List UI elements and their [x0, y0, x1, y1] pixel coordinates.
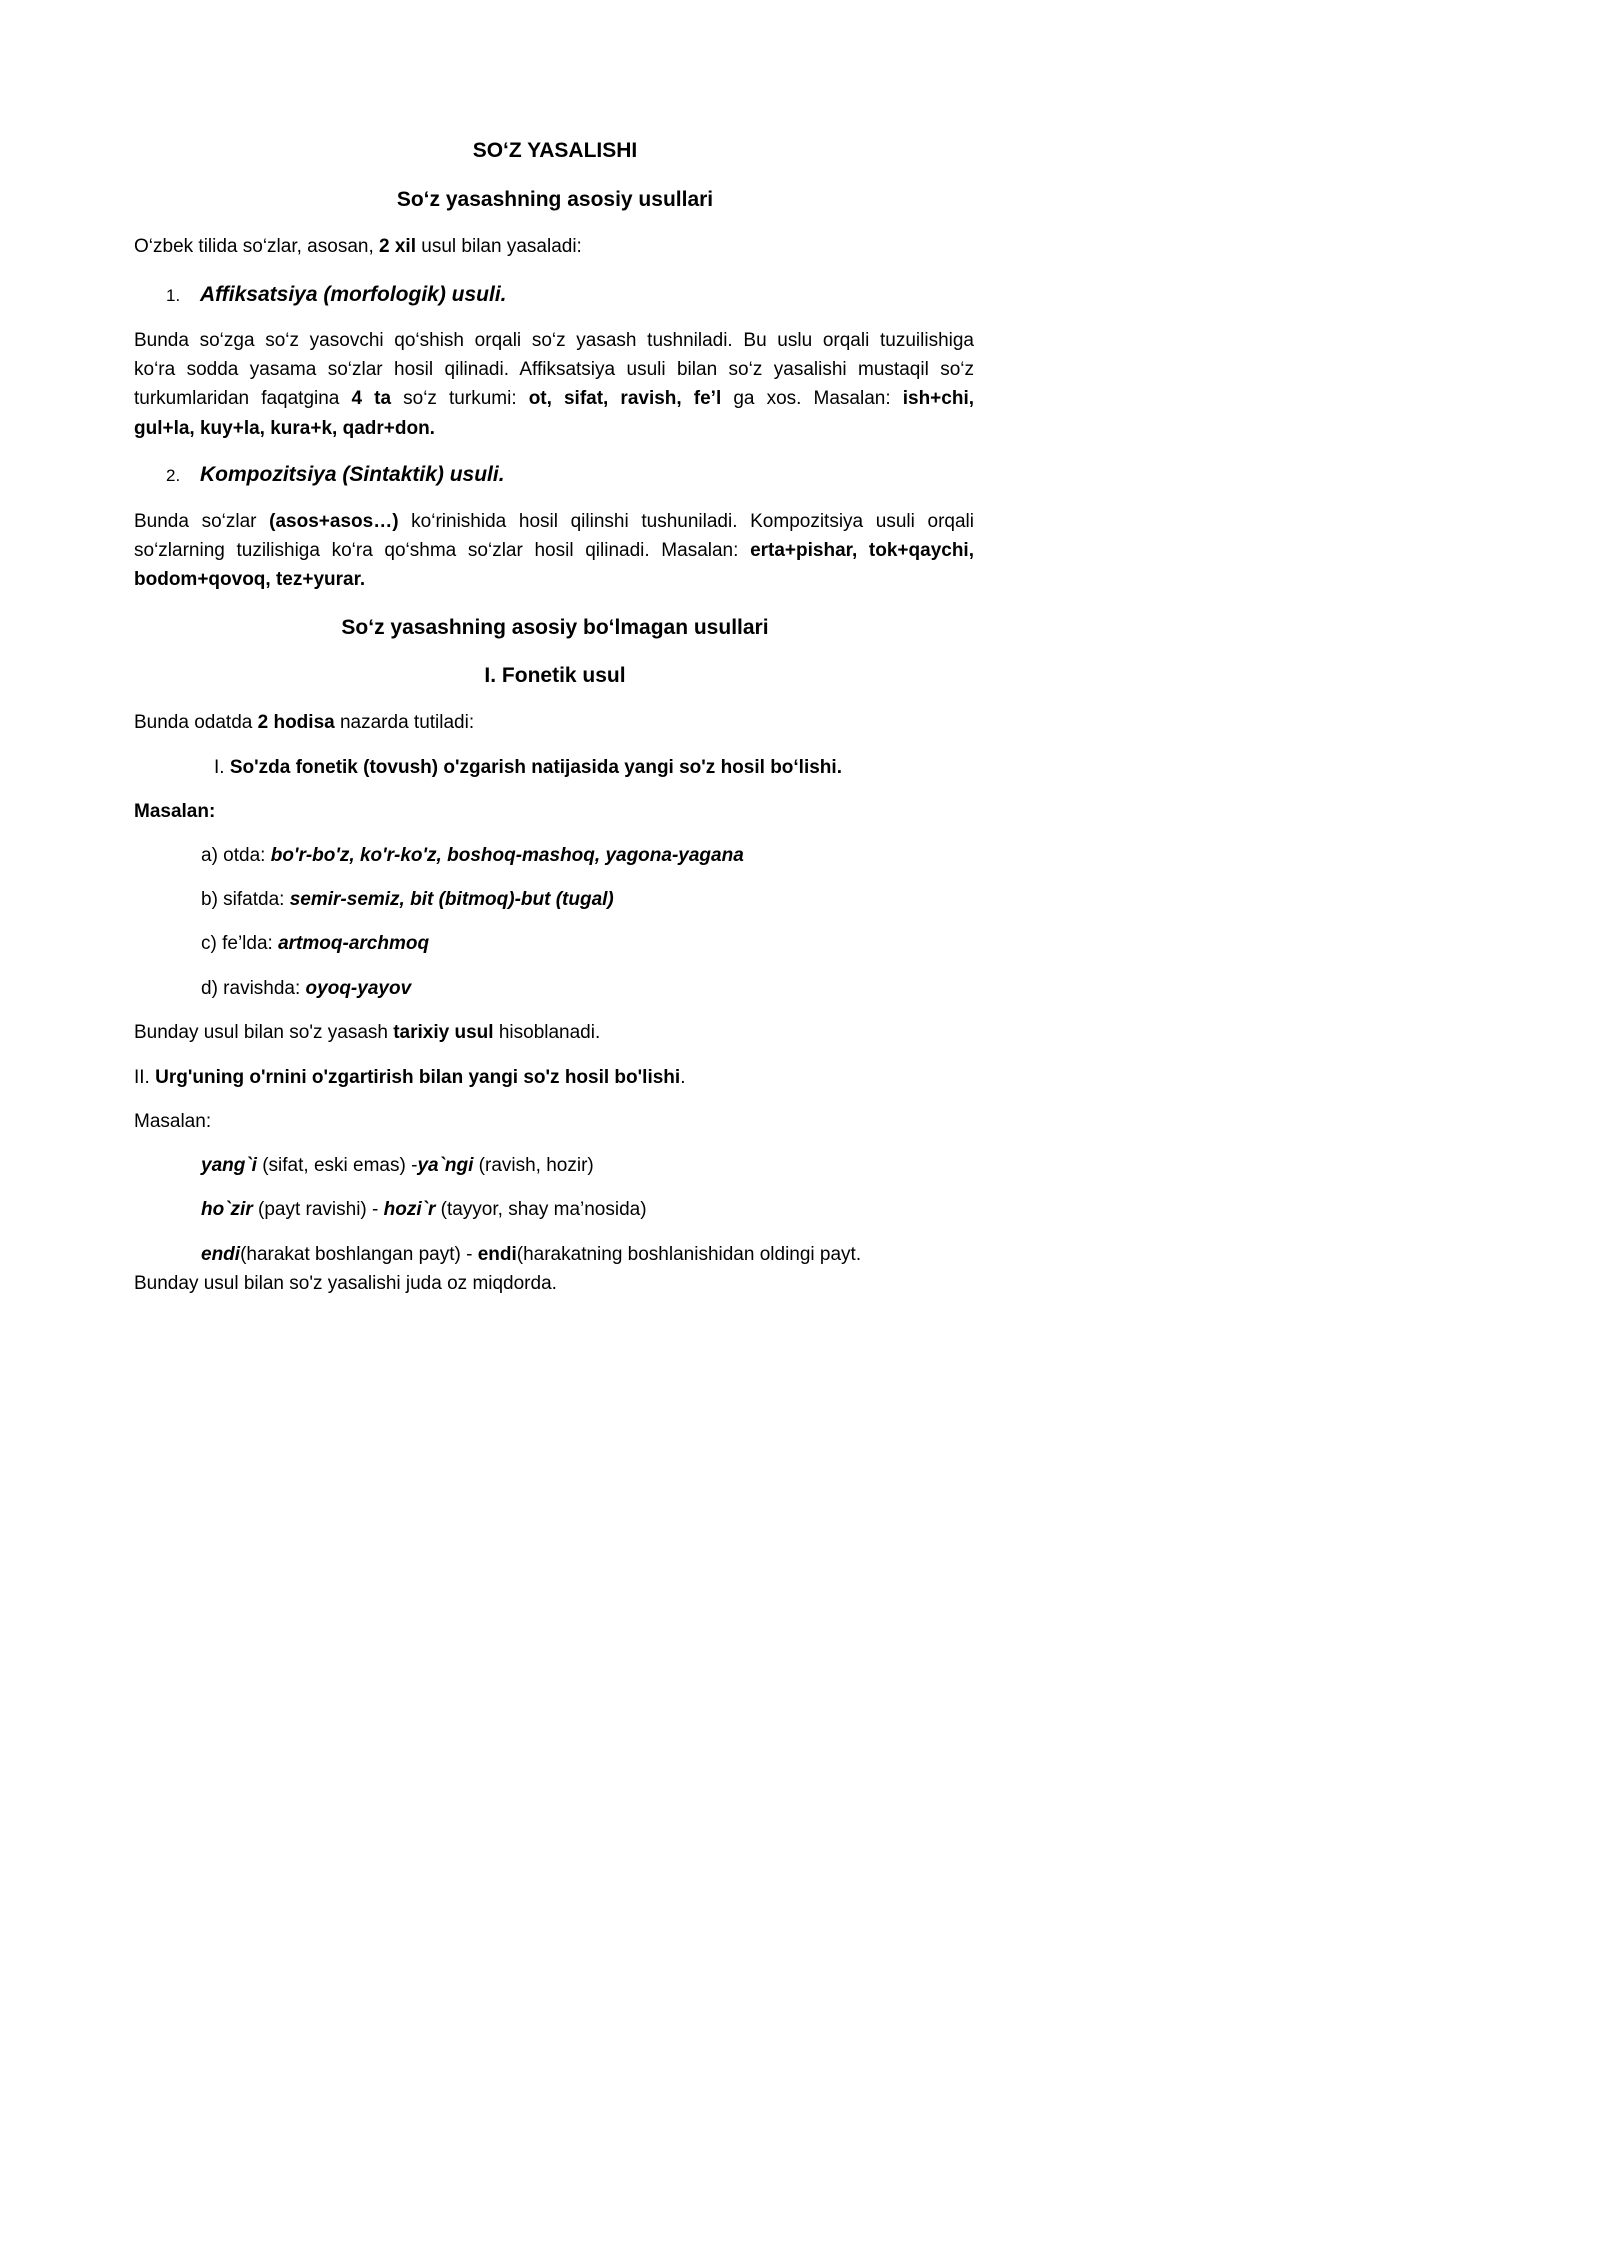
- item-number: II.: [134, 1067, 156, 1088]
- item-text: So'zda fonetik (tovush) o'zgarish natijasida yangi so'z hosil bo‘lishi.: [229, 757, 842, 778]
- example-b: [201, 888, 614, 912]
- text: so‘zlarning tuzilishiga ko‘ra qo‘shma so‘zlar hosil qilinadi. Masalan:: [134, 540, 751, 561]
- bold-text: ot, sifat, ravish, fe’l: [528, 388, 722, 409]
- text: ko‘rinishida hosil qilinshi tushuniladi. Kompozitsiya usuli orqali: [398, 511, 974, 532]
- heading-main-methods: So‘z yasashning asosiy usullari: [396, 188, 714, 211]
- document-title: SO‘Z YASALISHI: [472, 139, 638, 162]
- method2-heading: [166, 463, 505, 488]
- stress-word: ya`ngi: [417, 1155, 474, 1176]
- stress-word: hozi`r: [383, 1199, 436, 1220]
- text: so‘z turkumi:: [391, 388, 529, 409]
- example-label: c) fe’lda:: [201, 933, 279, 954]
- text: hisoblanadi.: [493, 1022, 601, 1043]
- text: Bunda odatda: [134, 712, 258, 733]
- bold-text: 2 hodisa: [257, 712, 335, 733]
- text: Bunda so‘zlar: [134, 511, 270, 532]
- bold-text: (asos+asos…): [269, 511, 399, 532]
- stress-word: ho`zir: [201, 1199, 253, 1220]
- method1-number: 1.: [166, 286, 181, 305]
- stress-example-2: [201, 1198, 647, 1222]
- method1-label: Affiksatsiya (morfologik) usuli.: [200, 283, 507, 306]
- intro-bold: 2 xil: [379, 236, 416, 257]
- method2-line-2: [134, 539, 974, 563]
- text: (tayyor, shay ma’nosida): [435, 1199, 647, 1220]
- intro-text: O‘zbek tilida so‘zlar, asosan,: [134, 236, 380, 257]
- masalan-label: Masalan:: [134, 1111, 212, 1132]
- method1-heading: [166, 283, 507, 308]
- closing-line: Bunday usul bilan so'z yasalishi juda oz miqdorda.: [134, 1273, 557, 1294]
- text: Bunday usul bilan so'z yasash: [134, 1022, 394, 1043]
- method1-line-4: gul+la, kuy+la, kura+k, qadr+don.: [134, 418, 435, 439]
- stress-word: endi: [201, 1244, 241, 1265]
- example-label: d) ravishda:: [201, 978, 306, 999]
- intro-text-end: usul bilan yasaladi:: [416, 236, 582, 257]
- text: nazarda tutiladi:: [334, 712, 475, 733]
- example-label: a) otda:: [201, 845, 271, 866]
- method2-line-3: bodom+qovoq, tez+yurar.: [134, 569, 366, 590]
- method2-number: 2.: [166, 466, 181, 485]
- example-value: artmoq-archmoq: [278, 933, 430, 954]
- endi-example: [201, 1243, 861, 1267]
- text: (harakatning boshlanishidan oldingi payt.: [516, 1244, 862, 1265]
- text: ga xos. Masalan:: [721, 388, 903, 409]
- masalan-label-bold: Masalan:: [134, 801, 216, 822]
- document-page: [0, 0, 1103, 1560]
- tarixiy-usul-line: [134, 1021, 600, 1045]
- heading-fonetik: I. Fonetik usul: [484, 664, 626, 687]
- example-value: bo'r-bo'z, ko'r-ko'z, boshoq-mashoq, yagona-yagana: [270, 845, 744, 866]
- heading-non-main-methods: So‘z yasashning asosiy bo‘lmagan usullari: [341, 616, 769, 639]
- example-value: oyoq-yayov: [305, 978, 412, 999]
- method2-label: Kompozitsiya (Sintaktik) usuli.: [200, 463, 505, 486]
- text: (sifat, eski emas) -: [256, 1155, 418, 1176]
- text: .: [680, 1067, 686, 1088]
- stress-word: yang`i: [201, 1155, 257, 1176]
- method1-line-1: Bunda so‘zga so‘z yasovchi qo‘shish orqali so‘z yasash tushniladi. Bu uslu orqali tuzuilishiga: [134, 330, 974, 351]
- stress-word: endi: [477, 1244, 517, 1265]
- text: turkumlaridan faqatgina: [134, 388, 352, 409]
- fonetik-item-1: [214, 756, 842, 780]
- item-text: Urg'uning o'rnini o'zgartirish bilan yangi so'z hosil bo'lishi: [155, 1067, 681, 1088]
- stress-example-1: [201, 1154, 594, 1178]
- bold-text: tarixiy usul: [393, 1022, 494, 1043]
- method2-line-1: [134, 510, 974, 534]
- bold-text: erta+pishar, tok+qaychi,: [750, 540, 974, 561]
- method1-line-3: [134, 387, 974, 411]
- intro-paragraph: [134, 235, 582, 259]
- bold-text: ish+chi,: [902, 388, 974, 409]
- method1-line-2: ko‘ra sodda yasama so‘zlar hosil qilinadi. Affiksatsiya usuli bilan so‘z yasalishi mustaqil so‘z: [134, 359, 974, 380]
- bold-text: 4 ta: [351, 388, 392, 409]
- text: (payt ravishi) -: [252, 1199, 384, 1220]
- text: (ravish, hozir): [473, 1155, 594, 1176]
- item-number: I.: [214, 757, 225, 778]
- example-a: [201, 844, 744, 868]
- example-c: [201, 932, 429, 956]
- fonetik-intro: [134, 711, 474, 735]
- example-label: b) sifatda:: [201, 889, 290, 910]
- example-value: semir-semiz, bit (bitmoq)-but (tugal): [289, 889, 614, 910]
- example-d: [201, 977, 411, 1001]
- fonetik-item-2: [134, 1066, 685, 1090]
- text: (harakat boshlangan payt) -: [240, 1244, 478, 1265]
